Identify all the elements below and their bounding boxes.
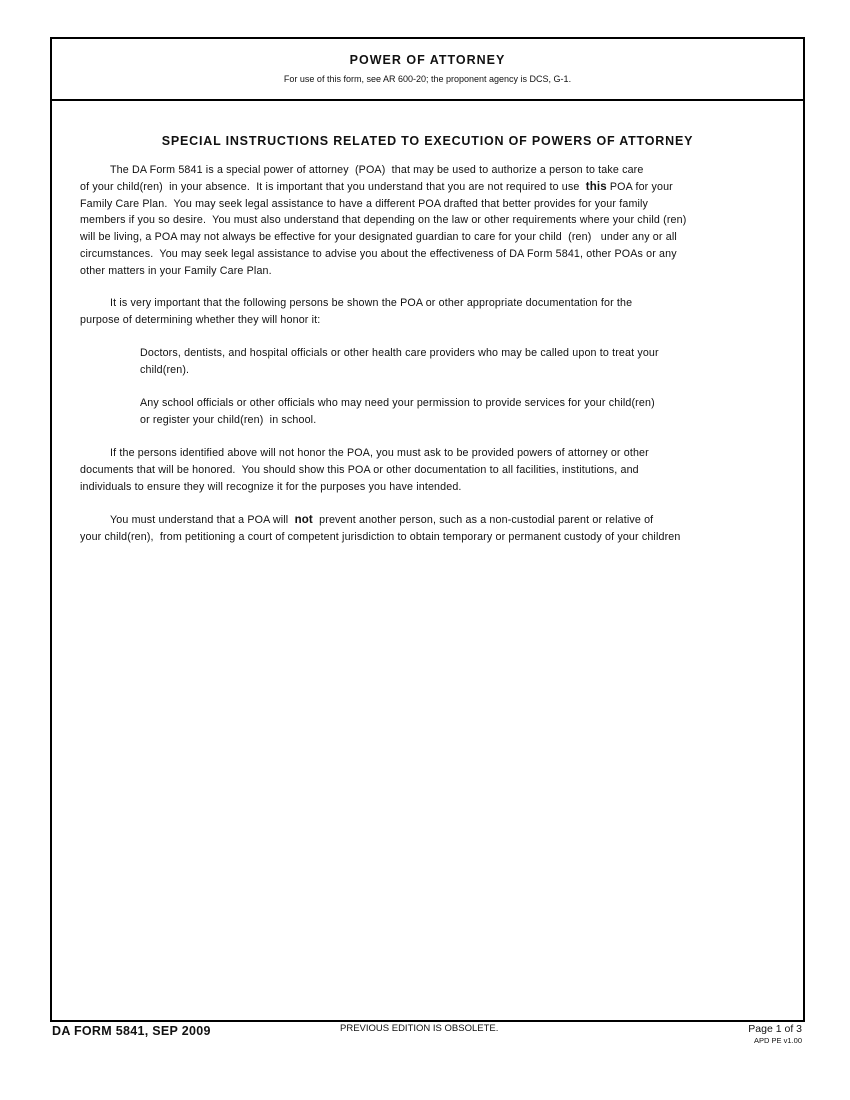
text-line: Any school officials or other officials who may need your permission to provide services for your child(ren)	[140, 397, 655, 409]
text-line: purpose of determining whether they will honor it:	[80, 313, 321, 326]
text-line: documents that will be honored. You should show this POA or other documentation to all facilities, institutions, and	[80, 463, 639, 476]
text-line	[80, 512, 680, 529]
form-id: DA FORM 5841, SEP 2009	[52, 1024, 211, 1038]
apd-version: APD PE v1.00	[754, 1036, 802, 1045]
text-segment: prevent another person, such as a non-custodial parent or relative of	[312, 514, 654, 526]
text-line: individuals to ensure they will recognize it for the purposes you have intended.	[80, 480, 462, 493]
section-title: SPECIAL INSTRUCTIONS RELATED TO EXECUTION OF POWERS OF ATTORNEY	[161, 134, 694, 148]
text-line: child(ren).	[140, 363, 190, 376]
text-line: Family Care Plan. You may seek legal assistance to have a different POA drafted that better provides for your family	[80, 197, 649, 210]
text-line: It is very important that the following persons be shown the POA or other appropriate documentation for the	[110, 297, 633, 309]
emphasis-not: not	[294, 514, 313, 526]
text-line: other matters in your Family Care Plan.	[80, 264, 272, 277]
text-segment: of your child(ren) in your absence. It is important that you understand that you are not required to use	[80, 180, 586, 193]
form-header	[52, 39, 803, 101]
text-line: Doctors, dentists, and hospital officials or other health care providers who may be called upon to treat your	[140, 347, 659, 359]
page-number: Page 1 of 3	[748, 1023, 802, 1035]
item-school-officials	[140, 395, 655, 429]
text-line: will be living, a POA may not always be effective for your designated guardian to care for your child (ren) under any or all	[80, 231, 677, 244]
text-segment: You must understand that a POA will	[110, 514, 295, 526]
text-line: members if you so desire. You must also understand that depending on the law or other requirements where your child (ren)	[80, 214, 687, 227]
form-frame	[50, 37, 805, 1022]
text-line: circumstances. You may seek legal assistance to advise you about the effectiveness of DA Form 5841, other POAs or any	[80, 247, 677, 260]
text-line: your child(ren), from petitioning a court of competent jurisdiction to obtain temporary or permanent custody of your children	[80, 530, 681, 543]
text-line: or register your child(ren) in school.	[140, 413, 317, 426]
form-subtitle: For use of this form, see AR 600-20; the proponent agency is DCS, G-1.	[283, 74, 572, 84]
text-line: The DA Form 5841 is a special power of attorney (POA) that may be used to authorize a person to take care	[110, 164, 644, 176]
paragraph-custody-warning	[80, 512, 680, 546]
text-line	[80, 179, 686, 196]
form-title: POWER OF ATTORNEY	[349, 53, 506, 67]
emphasis-this: this	[585, 180, 607, 193]
paragraph-not-honored	[80, 445, 649, 495]
paragraph-poa-overview	[80, 162, 686, 280]
text-line: If the persons identified above will not honor the POA, you must ask to be provided powers of attorney or other	[110, 447, 649, 459]
edition-note: PREVIOUS EDITION IS OBSOLETE.	[340, 1023, 499, 1034]
item-health-care-providers	[140, 345, 659, 379]
page-info	[748, 1023, 802, 1045]
paragraph-persons-to-show	[80, 295, 632, 329]
text-segment: POA for your	[606, 180, 673, 193]
